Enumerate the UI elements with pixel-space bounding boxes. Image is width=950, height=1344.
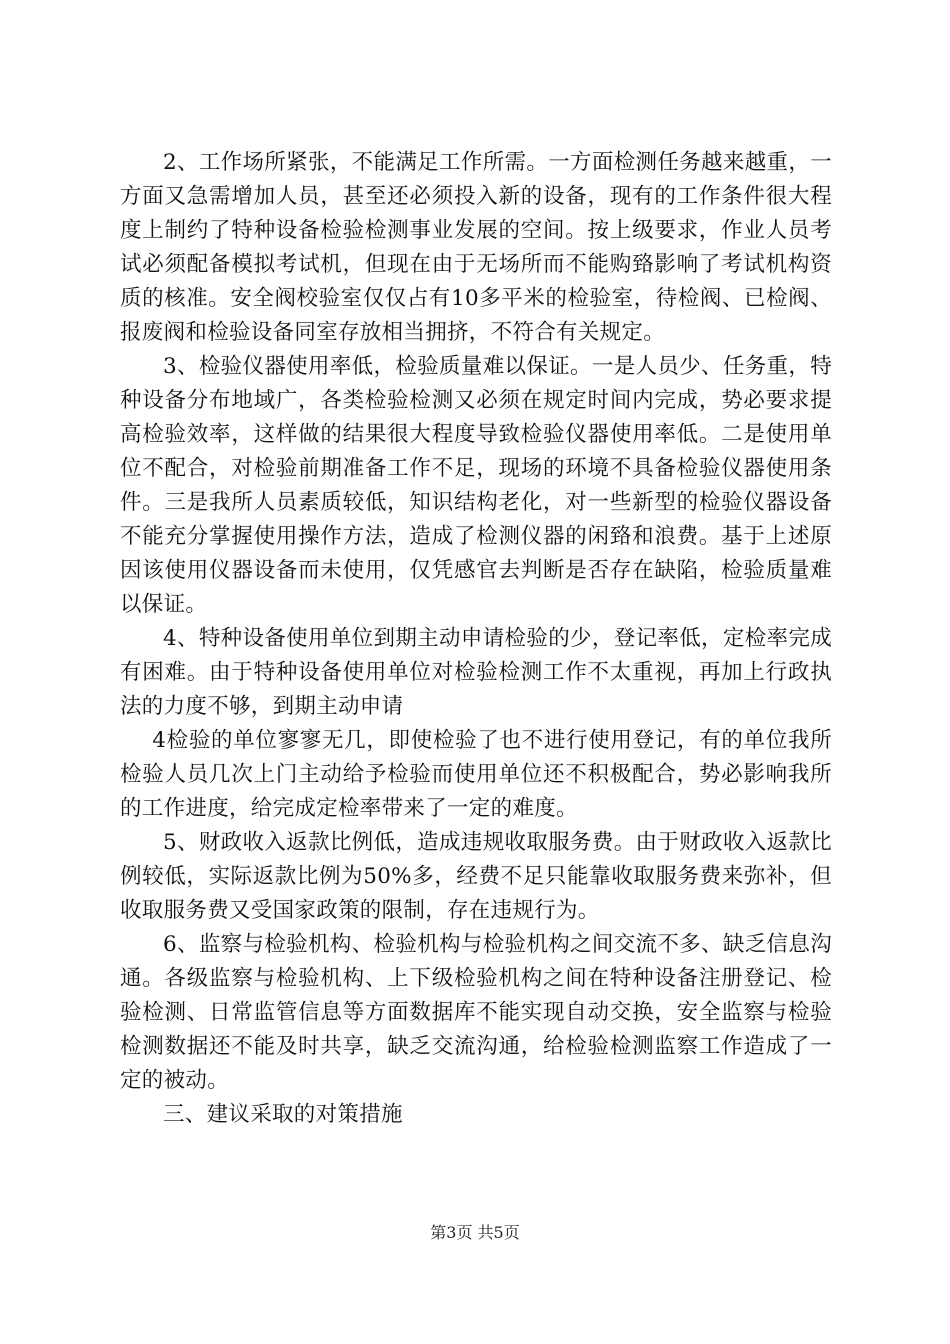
paragraph-4-continued: 4检验的单位寥寥无几，即使检验了也不进行使用登记，有的单位我所检验人员几次上门主动给予检验而使用单位还不积极配合，势必影响我所的工作进度，给完成定检率带来了一定的难度。 (120, 728, 832, 821)
paragraph-6: 6、监察与检验机构、检验机构与检验机构之间交流不多、缺乏信息沟通。各级监察与检验机构、上下级检验机构之间在特种设备注册登记、检验检测、日常监管信息等方面数据库不能实现自动交换，安全监察与检验检测数据还不能及时共享，缺乏交流沟通，给检验检测监察工作造成了一定的被动。 (120, 932, 832, 1093)
paragraph-2: 2、工作场所紧张，不能满足工作所需。一方面检测任务越来越重，一方面又急需增加人员，甚至还必须投入新的设备，现有的工作条件很大程度上制约了特种设备检验检测事业发展的空间。按上级要求，作业人员考试必须配备模拟考试机，但现在由于无场所而不能购臵影响了考试机构资质的核准。安全阀校验室仅仅占有10多平米的检验室，待检阀、已检阀、报废阀和检验设备同室存放相当拥挤，不符合有关规定。 (120, 150, 832, 345)
document-body (120, 146, 832, 1132)
paragraph-3: 3、检验仪器使用率低，检验质量难以保证。一是人员少、任务重，特种设备分布地域广，各类检验检测又必须在规定时间内完成，势必要求提高检验效率，这样做的结果很大程度导致检验仪器使用率低。二是使用单位不配合，对检验前期准备工作不足，现场的环境不具备检验仪器使用条件。三是我所人员素质较低，知识结构老化，对一些新型的检验仪器设备不能充分掌握使用操作方法，造成了检测仪器的闲臵和浪费。基于上述原因该使用仪器设备而未使用，仅凭感官去判断是否存在缺陷，检验质量难以保证。 (120, 354, 832, 617)
paragraph-5: 5、财政收入返款比例低，造成违规收取服务费。由于财政收入返款比例较低，实际返款比例为50%多，经费不足只能靠收取服务费来弥补，但收取服务费又受国家政策的限制，存在违规行为。 (120, 830, 832, 923)
page-footer: 第3页 共5页 (430, 1223, 520, 1242)
paragraph-4: 4、特种设备使用单位到期主动申请检验的少，登记率低，定检率完成有困难。由于特种设备使用单位对检验检测工作不太重视，再加上行政执法的力度不够，到期主动申请 (120, 626, 832, 719)
section-heading-3: 三、建议采取的对策措施 (163, 1102, 403, 1127)
